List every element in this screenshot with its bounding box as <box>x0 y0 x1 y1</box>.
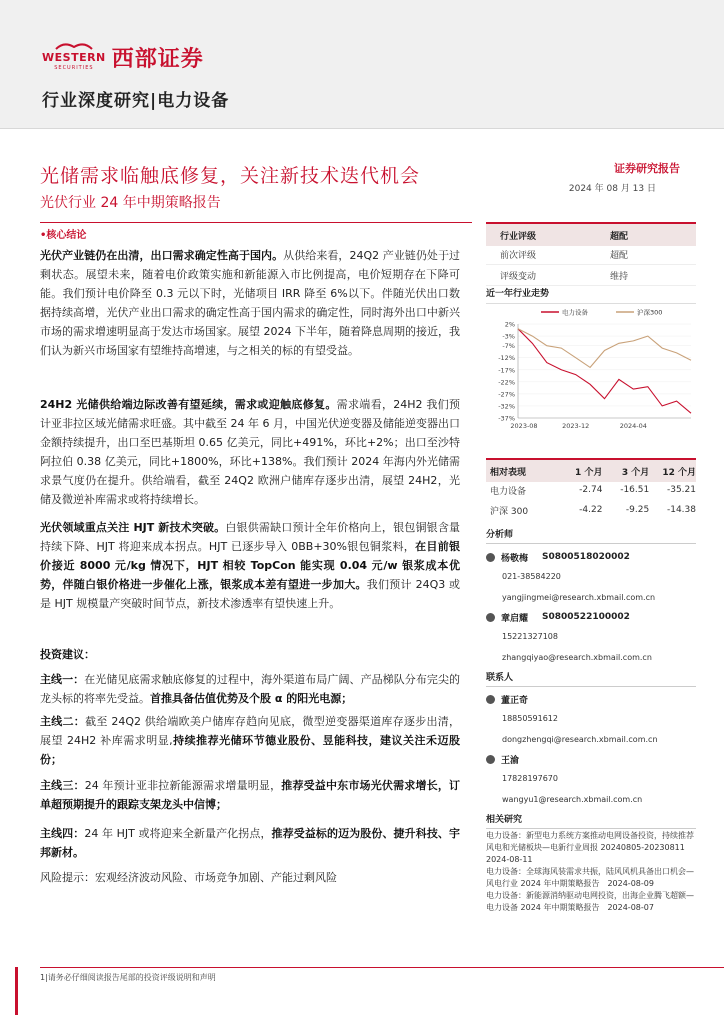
l3-bold: 推荐受益中东市场光伏需求增长，订单超预期提升的跟踪支架龙头中信博； <box>40 779 461 811</box>
l4-label: 主线四： <box>40 827 85 840</box>
l4-text: 24 年 HJT 或将迎来全新量产化拐点， <box>84 827 272 840</box>
y-tick-label: -27% <box>498 390 515 399</box>
rating-row-prev <box>486 244 696 265</box>
rating-row-change <box>486 265 696 286</box>
report-type: 证券研究报告 <box>614 162 680 175</box>
perf-row <box>486 500 696 520</box>
l3-label: 主线三： <box>40 779 85 792</box>
l1-text: 在光储见底需求触底修复的过程中，海外渠道布局广阔、产品梯队分布完尖的龙头标的将率先受益。 <box>40 673 460 705</box>
invest-advice-title <box>40 645 460 664</box>
y-tick-label: -22% <box>498 378 515 387</box>
person-icon <box>486 613 495 622</box>
contact-2 <box>486 750 696 810</box>
rating-rows <box>486 244 696 286</box>
report-date: 2024 年 08 月 13 日 <box>568 184 656 194</box>
related-research-heading: 相关研究 <box>486 812 696 829</box>
main-line-1 <box>40 670 460 708</box>
contact-phone: 17828197670 <box>502 774 558 783</box>
p1-rest: 从供给来看，24Q2 产业链仍处于过剩状态。展望未来，随着电价政策实施和新能源入市比例提高，电价短期存在下降可能。我们预计电价降至 0.3 元以下时，光储项目 IRR 降至 6%以下。伴随光伏出口数据持续高增，光伏产业出口需求的确定性高于国内需求的确定性，同时海外出口中新兴市场的需求增速明显高于发达市场国家。展望 2024 下半年，随着降息周期的接近，我们认为新兴市场国家有望维持高增速，与之相关的标的有望受益。 <box>40 249 461 357</box>
person-icon <box>486 755 495 764</box>
perf-row-3m: -9.25 <box>625 505 650 515</box>
footer-red-bar <box>15 967 18 1015</box>
analysts-heading: 分析师 <box>486 527 696 544</box>
rating-label: 行业评级 <box>500 231 537 242</box>
legend-label: 沪深300 <box>637 308 663 317</box>
main-line-4 <box>40 824 460 862</box>
risk-warning: 风险提示：宏观经济波动风险、市场竞争加剧、产能过剩风险 <box>40 871 337 884</box>
analyst-email[interactable]: zhangqiyao@research.xbmail.com.cn <box>502 653 652 662</box>
x-tick-label: 2024-04 <box>619 422 647 430</box>
core-conclusion-heading: •核心结论 <box>40 222 472 241</box>
l1-label: 主线一： <box>40 673 85 686</box>
rating-row-value: 超配 <box>610 250 629 261</box>
perf-row-1m: -4.22 <box>579 505 603 515</box>
perf-col-12m: 12 个月 <box>662 467 696 478</box>
perf-row <box>486 480 696 500</box>
l2-bold: 持续推荐光储环节德业股份、昱能科技，建议关注禾迈股份； <box>40 734 460 766</box>
paragraph-1 <box>40 246 460 360</box>
series-line-csi300 <box>518 329 691 368</box>
contact-1 <box>486 690 696 750</box>
rating-row-value: 维持 <box>610 271 629 282</box>
x-tick-label: 2023-08 <box>510 422 538 430</box>
company-logo <box>42 40 204 74</box>
perf-col-3m: 3 个月 <box>621 467 650 478</box>
trend-chart-title: 近一年行业走势 <box>486 286 696 304</box>
report-subtitle: 光伏行业 24 年中期策略报告 <box>40 195 221 211</box>
p3-bold-1: 光伏领域重点关注 HJT 新技术突破。 <box>40 521 226 534</box>
rating-value: 超配 <box>610 231 629 242</box>
rating-row-label: 评级变动 <box>500 271 537 282</box>
main-line-2 <box>40 712 460 769</box>
perf-col-1m: 1 个月 <box>575 467 603 478</box>
analyst-cert: S0800518020002 <box>542 552 630 562</box>
bull-horns-icon <box>54 41 94 51</box>
paragraph-3 <box>40 518 460 613</box>
person-icon <box>486 695 495 704</box>
l4-bold: 推荐受益标的迈为股份、捷升科技、宇邦新材。 <box>40 827 460 859</box>
contact-email[interactable]: wangyu1@research.xbmail.com.cn <box>502 795 643 804</box>
p3-bold-2: 在目前银价接近 8000 元/kg 情况下，HJT 相较 TopCon 能实现 0.04 元/w 银浆成本优势，伴随白银价格进一步催化上涨，银浆成本差有望进一步加大。 <box>40 540 461 591</box>
analyst-email[interactable]: yangjingmei@research.xbmail.com.cn <box>502 593 656 602</box>
y-tick-label: -32% <box>498 402 515 411</box>
p2-rest: 需求端看，24H2 我们预计亚非拉区域光储需求旺盛。其中截至 24 年 6 月，中国光伏逆变器及储能逆变器出口金额持续提升，出口至巴基斯坦 0.65 亿美元，同比+491%，环比+2%；出口至沙特阿拉伯 0.38 亿美元，同比+1800%，环比+138%。我们预计 2024 年海内外光储需求景气度仍在提升。供给端看，截至 24Q2 欧洲户储库存逐步出清，展望 24H2，光储及微逆补库需求或将持续增长。 <box>40 398 460 506</box>
analyst-cert: S0800522100002 <box>542 612 630 622</box>
analyst-name: 章启耀 <box>501 613 529 624</box>
p3-rest: 我们预计 24Q3 或是 HJT 规模量产突破时间节点，新技术渗透率有望快速上升。 <box>40 578 460 610</box>
performance-rows <box>486 480 696 520</box>
perf-row-name: 沪深 300 <box>490 506 529 517</box>
y-tick-label: -3% <box>502 332 515 341</box>
y-tick-label: -12% <box>498 354 515 363</box>
perf-row-name: 电力设备 <box>490 486 527 497</box>
logo-en-text: WESTERN <box>42 51 106 64</box>
person-icon <box>486 553 495 562</box>
contact-name: 王渝 <box>501 755 520 766</box>
perf-row-12m: -14.38 <box>666 505 696 515</box>
perf-col-name: 相对表现 <box>490 467 527 478</box>
l2-label: 主线二： <box>40 715 86 728</box>
rating-header <box>486 222 696 246</box>
y-tick-label: 2% <box>504 320 515 329</box>
logo-english <box>42 41 106 73</box>
p1-bold: 光伏产业链仍在出清，出口需求确定性高于国内。 <box>40 249 284 262</box>
l1-bold: 首推具备估值优势及个股 α 的阳光电源； <box>150 692 353 705</box>
contacts-heading: 联系人 <box>486 670 696 687</box>
rating-row-label: 前次评级 <box>500 250 537 261</box>
perf-row-1m: -2.74 <box>579 485 603 495</box>
analyst-name-row <box>486 608 696 626</box>
logo-cn-text: 西部证券 <box>111 46 204 72</box>
paragraph-2 <box>40 395 460 509</box>
perf-row-3m: -16.51 <box>620 485 650 495</box>
y-tick-label: -37% <box>498 414 515 423</box>
footer-disclaimer: 1|请务必仔细阅读报告尾部的投资评级说明和声明 <box>40 973 216 982</box>
contact-email[interactable]: dongzhengqi@research.xbmail.com.cn <box>502 735 658 744</box>
performance-header <box>486 458 696 482</box>
x-tick-label: 2023-12 <box>562 422 590 430</box>
contact-name-row <box>486 690 696 708</box>
report-category: 行业深度研究|电力设备 <box>42 91 230 111</box>
footer-line <box>40 967 724 968</box>
legend-label: 电力设备 <box>562 308 588 317</box>
perf-row-12m: -35.21 <box>666 485 696 495</box>
analyst-1 <box>486 548 696 608</box>
main-line-3 <box>40 776 460 814</box>
analyst-name-row <box>486 548 696 566</box>
contact-name-row <box>486 750 696 768</box>
y-tick-label: -7% <box>502 342 515 351</box>
p3-mid: 白银供需缺口预计全年价格向上，银包铜银含量持续下降、HJT 将迎来成本拐点。HJT 已逐步导入 0BB+30%银包铜浆料， <box>40 521 461 553</box>
analyst-2 <box>486 608 696 668</box>
l3-text: 24 年预计亚非拉新能源需求增量明显， <box>84 779 282 792</box>
invest-title-text: 投资建议： <box>40 648 95 661</box>
analyst-name: 杨敬梅 <box>501 553 529 564</box>
trend-line-chart <box>486 306 696 434</box>
y-tick-label: -17% <box>498 366 515 375</box>
related-research-list[interactable]: 电力设备：新型电力系统方案推动电网设备投资，持续推荐风电和光储板块—电新行业周报 20240805-20230811 2024-08-11 电力设备：全球海风装需求共振，陆风风机具备出口机会—风电行业 2024 年中期策略报告 2024-08-09 电力设备：新能源消纳驱动电网投资，出海企业腾飞超额—电力设备 2024 年中期策略报告 2024-08-07 <box>486 831 694 912</box>
contact-phone: 18850591612 <box>502 714 558 723</box>
contact-name: 董正奇 <box>501 695 529 706</box>
report-title: 光储需求临触底修复，关注新技术迭代机会 <box>40 165 421 187</box>
l2-text: 截至 24Q2 供给端欧美户储库存趋向见底，微型逆变器渠道库存逐步出清，展望 24H2 补库需求明显, <box>40 715 460 747</box>
logo-en-sub: SECURITIES <box>54 65 94 71</box>
analyst-phone: 15221327108 <box>502 632 558 641</box>
analyst-phone: 021-38584220 <box>502 572 561 581</box>
p2-bold: 24H2 光储供给端边际改善有望延续，需求或迎触底修复。 <box>40 398 337 411</box>
series-line-power-equipment <box>518 329 691 413</box>
